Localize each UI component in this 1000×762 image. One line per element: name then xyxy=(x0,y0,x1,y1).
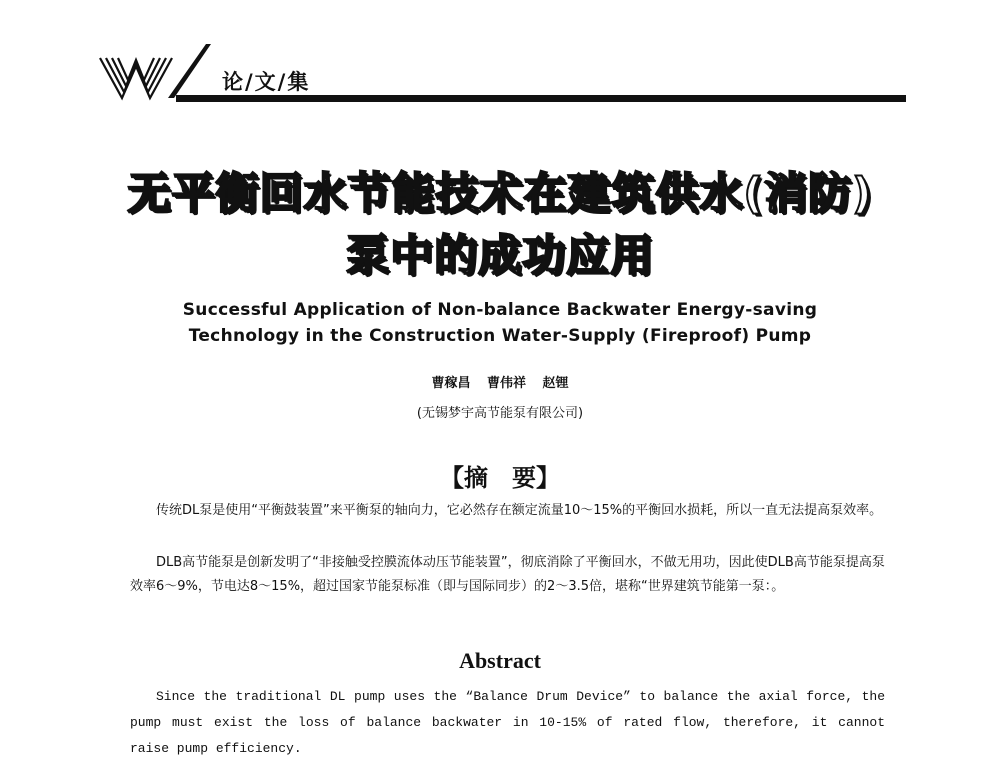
author-list xyxy=(0,372,1000,391)
abstract-chinese-heading: 【摘 要】 xyxy=(440,464,560,492)
author-name: 曹稼昌 xyxy=(431,376,471,391)
abstract-english-heading: Abstract xyxy=(459,648,541,673)
paragraph-text: Since the traditional DL pump uses the “Balance Drum Device” to balance the axial force, the pump must exist the loss of balance backwater in 10-15% of rated flow, therefore, it cannot raise pump efficiency. xyxy=(130,689,885,756)
abstract-chinese-paragraph xyxy=(130,499,885,523)
abstract-english-paragraph xyxy=(130,684,885,762)
title-chinese-line2: 泵中的成功应用 xyxy=(346,231,654,281)
title-chinese-line1: 无平衡回水节能技术在建筑供水(消防) xyxy=(127,169,873,219)
section-label: 论/文/集 xyxy=(222,70,311,94)
author-affiliation: (无锡梦宇高节能泵有限公司) xyxy=(416,406,584,421)
header-rule xyxy=(176,95,906,102)
author-name: 赵锂 xyxy=(542,376,569,391)
abstract-chinese-paragraph xyxy=(130,551,885,599)
paragraph-text: DLB高节能泵是创新发明了“非接触受控膜流体动压节能装置”，彻底消除了平衡回水，不做无用功，因此使DLB高节能泵提高泵效率6～9%，节电达8～15%，超过国家节能泵标准（即与国际同步）的2～3.5倍，堪称“世界建筑节能第一泵：。 xyxy=(130,555,885,594)
journal-header xyxy=(0,0,1000,110)
title-english-line2: Technology in the Construction Water-Supply (Fireproof) Pump xyxy=(188,326,812,346)
author-name: 曹伟祥 xyxy=(486,376,526,391)
title-english-line1: Successful Application of Non-balance Backwater Energy-saving xyxy=(182,300,818,320)
paragraph-text: 传统DL泵是使用“平衡鼓装置”来平衡泵的轴向力，它必然存在额定流量10～15%的平衡回水损耗，所以一直无法提高泵效率。 xyxy=(156,503,883,518)
